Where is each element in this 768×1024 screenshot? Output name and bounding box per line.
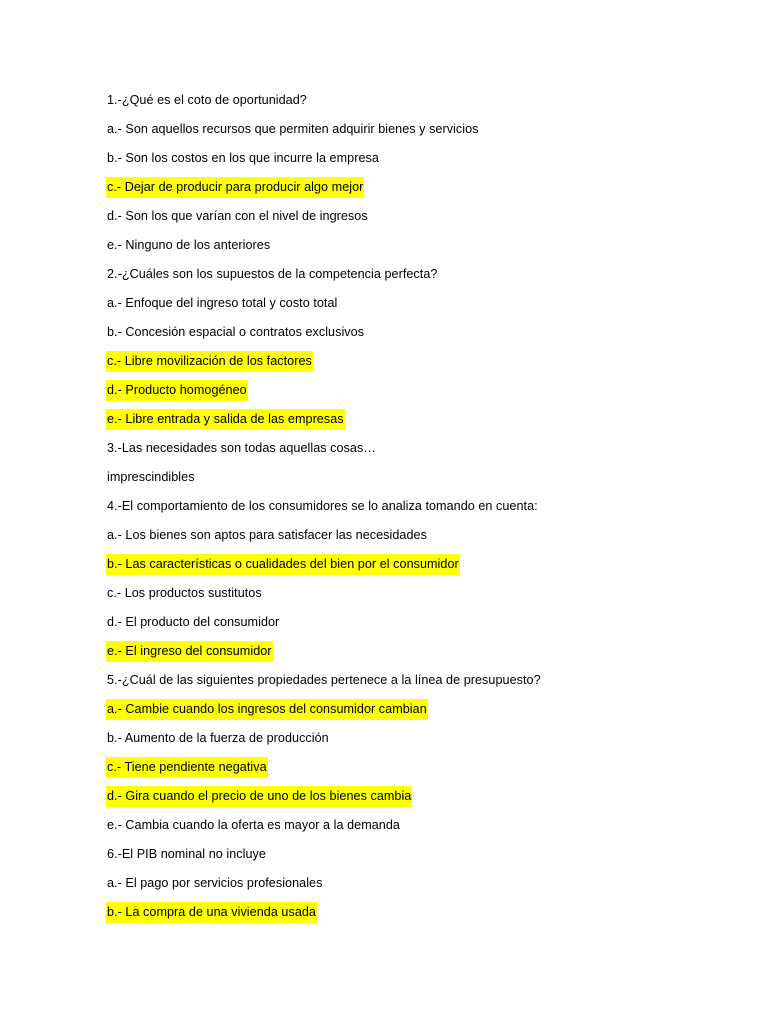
line-text: a.- Enfoque del ingreso total y costo total — [107, 296, 338, 311]
text-line — [106, 465, 726, 494]
line-text: d.- El producto del consumidor — [107, 615, 280, 630]
text-line — [106, 842, 726, 871]
highlighted-text-line — [106, 175, 726, 204]
line-text: 5.-¿Cuál de las siguientes propiedades pertenece a la línea de presupuesto? — [107, 673, 541, 688]
line-text: e.- Cambia cuando la oferta es mayor a la demanda — [107, 818, 400, 833]
line-text: e.- Ninguno de los anteriores — [107, 238, 271, 253]
text-line — [106, 523, 726, 552]
highlighted-text-line — [106, 407, 726, 436]
highlighted-text-line — [106, 639, 726, 668]
line-text: b.- Aumento de la fuerza de producción — [107, 731, 329, 746]
line-text: a.- Son aquellos recursos que permiten adquirir bienes y servicios — [107, 122, 479, 137]
text-line — [106, 320, 726, 349]
highlighted-text-line — [106, 784, 726, 813]
text-line — [106, 436, 726, 465]
line-text: 6.-El PIB nominal no incluye — [107, 847, 266, 862]
line-text: d.- Producto homogéneo — [106, 380, 248, 401]
line-text: b.- Las características o cualidades del bien por el consumidor — [106, 554, 460, 575]
text-line — [106, 88, 726, 117]
document-body — [106, 88, 726, 929]
line-text: b.- La compra de una vivienda usada — [106, 902, 317, 923]
highlighted-text-line — [106, 552, 726, 581]
text-line — [106, 871, 726, 900]
line-text: c.- Libre movilización de los factores — [106, 351, 313, 372]
highlighted-text-line — [106, 755, 726, 784]
line-text: b.- Son los costos en los que incurre la empresa — [107, 151, 379, 166]
highlighted-text-line — [106, 378, 726, 407]
line-text: 3.-Las necesidades son todas aquellas cosas… — [107, 441, 376, 456]
text-line — [106, 494, 726, 523]
text-line — [106, 146, 726, 175]
line-text: 1.-¿Qué es el coto de oportunidad? — [107, 93, 307, 108]
line-text: e.- El ingreso del consumidor — [106, 641, 273, 662]
line-text: 4.-El comportamiento de los consumidores se lo analiza tomando en cuenta: — [107, 499, 538, 514]
text-line — [106, 204, 726, 233]
line-text: c.- Tiene pendiente negativa — [106, 757, 268, 778]
text-line — [106, 610, 726, 639]
text-line — [106, 233, 726, 262]
line-text: 2.-¿Cuáles son los supuestos de la competencia perfecta? — [107, 267, 438, 282]
text-line — [106, 668, 726, 697]
line-text: imprescindibles — [107, 470, 195, 485]
line-text: e.- Libre entrada y salida de las empresas — [106, 409, 345, 430]
text-line — [106, 262, 726, 291]
highlighted-text-line — [106, 697, 726, 726]
highlighted-text-line — [106, 349, 726, 378]
text-line — [106, 117, 726, 146]
line-text: d.- Gira cuando el precio de uno de los bienes cambia — [106, 786, 412, 807]
line-text: a.- Los bienes son aptos para satisfacer las necesidades — [107, 528, 427, 543]
text-line — [106, 813, 726, 842]
line-text: a.- El pago por servicios profesionales — [107, 876, 323, 891]
line-text: d.- Son los que varían con el nivel de ingresos — [107, 209, 368, 224]
highlighted-text-line — [106, 900, 726, 929]
line-text: b.- Concesión espacial o contratos exclusivos — [107, 325, 365, 340]
line-text: c.- Los productos sustitutos — [107, 586, 262, 601]
text-line — [106, 291, 726, 320]
line-text: c.- Dejar de producir para producir algo mejor — [106, 177, 364, 198]
text-line — [106, 581, 726, 610]
text-line — [106, 726, 726, 755]
line-text: a.- Cambie cuando los ingresos del consumidor cambian — [106, 699, 428, 720]
